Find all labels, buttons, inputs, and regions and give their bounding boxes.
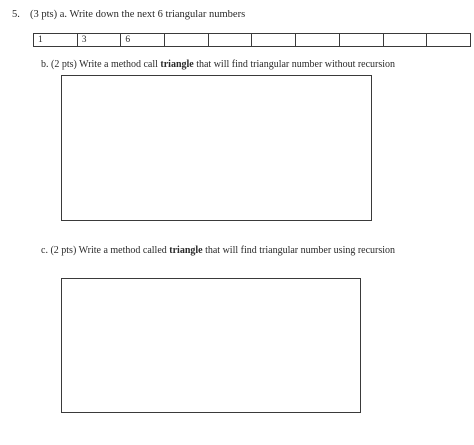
part-b-answer-box[interactable] [61,75,372,221]
part-b-suffix: that will find triangular number without recursion [193,59,396,70]
sequence-cell-6[interactable] [252,34,296,47]
question-number: 5. [12,9,20,20]
part-a-text: (3 pts) a. Write down the next 6 triangular numbers [30,9,246,20]
sequence-cell-5[interactable] [208,34,252,47]
question-5-part-a [12,9,245,20]
sequence-cell-4[interactable] [165,34,209,47]
part-c-method-name: triangle [169,245,203,256]
sequence-cell-1: 1 [34,34,78,47]
part-b-prefix: b. (2 pts) Write a method call [41,59,161,70]
part-c-text [41,245,395,256]
triangular-number-table [33,33,471,47]
sequence-cell-9[interactable] [383,34,427,47]
sequence-cell-2: 3 [77,34,121,47]
sequence-cell-8[interactable] [339,34,383,47]
part-c-prefix: c. (2 pts) Write a method called [41,245,170,256]
sequence-cell-7[interactable] [296,34,340,47]
sequence-cell-10[interactable] [427,34,471,47]
sequence-cell-3: 6 [121,34,165,47]
part-b-method-name: triangle [160,59,194,70]
part-b-text [41,59,395,70]
part-c-answer-box[interactable] [61,278,361,413]
part-c-suffix: that will find triangular number using recursion [202,245,396,256]
